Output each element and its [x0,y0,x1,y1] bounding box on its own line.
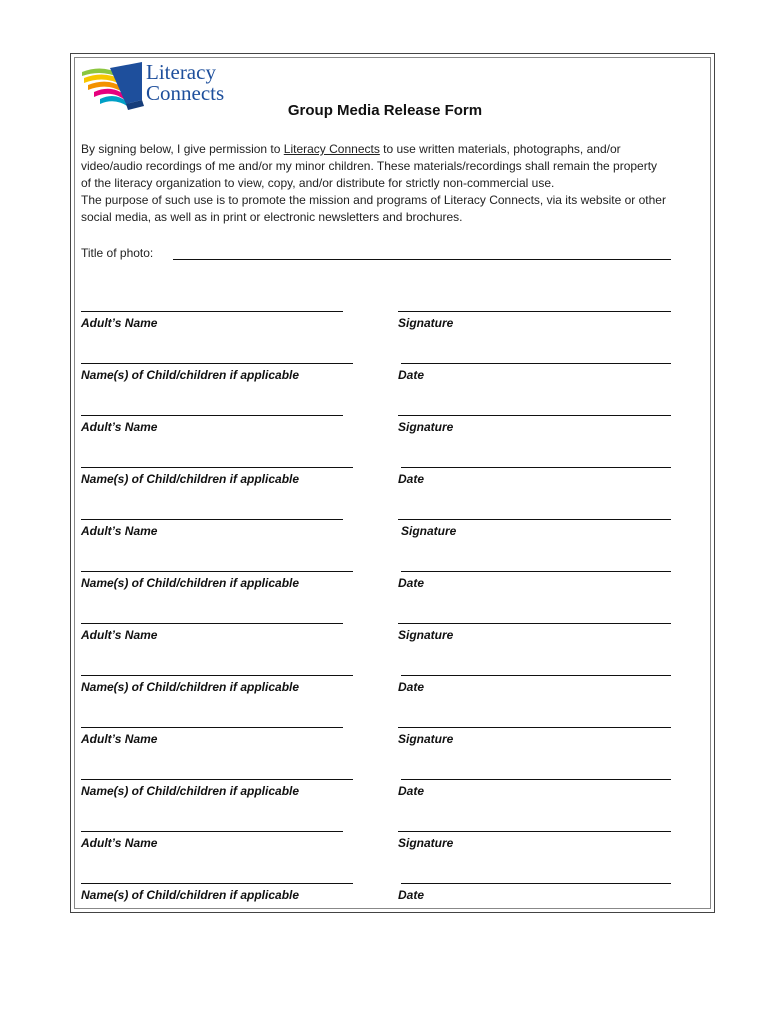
children-names-label: Name(s) of Child/children if applicable [81,472,300,486]
org-link[interactable]: Literacy Connects [283,142,380,156]
date-label: Date [398,472,425,486]
adult-name-field[interactable] [81,831,343,832]
adult-name-label: Adult’s Name [81,524,158,538]
date-label: Date [398,680,425,694]
children-names-label: Name(s) of Child/children if applicable [81,784,300,798]
adult-name-field[interactable] [81,623,343,624]
signature-label: Signature [398,732,454,746]
intro-line-4: The purpose of such use is to promote the mission and programs of Literacy Connects, via its website or other [81,193,666,207]
signature-field[interactable] [398,415,671,416]
date-label: Date [398,888,425,902]
logo-line-1: Literacy [146,60,216,84]
logo-wordmark [146,62,224,104]
adult-name-field[interactable] [81,727,343,728]
intro-line-1 [81,141,711,158]
signature-label: Signature [398,836,454,850]
signature-label: Signature [398,316,454,330]
adult-name-label: Adult’s Name [81,420,158,434]
adult-name-label: Adult’s Name [81,836,158,850]
date-field[interactable] [401,779,671,780]
children-names-field[interactable] [81,675,353,676]
children-names-label: Name(s) of Child/children if applicable [81,576,300,590]
date-label: Date [398,368,425,382]
date-field[interactable] [401,883,671,884]
adult-name-label: Adult’s Name [81,316,158,330]
children-names-field[interactable] [81,779,353,780]
photo-title-field[interactable] [173,259,671,260]
signature-field[interactable] [398,311,671,312]
date-field[interactable] [401,571,671,572]
date-label: Date [398,784,425,798]
intro-line-3: of the literacy organization to view, copy, and/or distribute for strictly non-commercial use. [81,176,555,190]
adult-name-field[interactable] [81,415,343,416]
adult-name-label: Adult’s Name [81,732,158,746]
signature-label: Signature [398,628,454,642]
logo-line-2: Connects [146,81,225,105]
children-names-field[interactable] [81,571,353,572]
date-label: Date [398,576,425,590]
intro-rest: to use written materials, photographs, and/or [379,142,621,156]
children-names-label: Name(s) of Child/children if applicable [81,680,300,694]
date-field[interactable] [401,363,671,364]
children-names-field[interactable] [81,467,353,468]
children-names-field[interactable] [81,363,353,364]
signature-label: Signature [401,524,457,538]
intro-line-5: social media, as well as in print or electronic newsletters and brochures. [81,210,463,224]
page-title: Group Media Release Form [287,102,483,119]
signature-field[interactable] [398,727,671,728]
children-names-field[interactable] [81,883,353,884]
date-field[interactable] [401,467,671,468]
date-field[interactable] [401,675,671,676]
adult-name-label: Adult’s Name [81,628,158,642]
adult-name-field[interactable] [81,311,343,312]
intro-line-2: video/audio recordings of me and/or my minor children. These materials/recordings shall remain the property [81,159,658,173]
children-names-label: Name(s) of Child/children if applicable [81,368,300,382]
intro-prefix: By signing below, I give permission to [81,142,284,156]
adult-name-field[interactable] [81,519,343,520]
children-names-label: Name(s) of Child/children if applicable [81,888,300,902]
signature-field[interactable] [398,519,671,520]
signature-field[interactable] [398,623,671,624]
signature-label: Signature [398,420,454,434]
photo-title-label: Title of photo: [81,246,154,260]
signature-field[interactable] [398,831,671,832]
